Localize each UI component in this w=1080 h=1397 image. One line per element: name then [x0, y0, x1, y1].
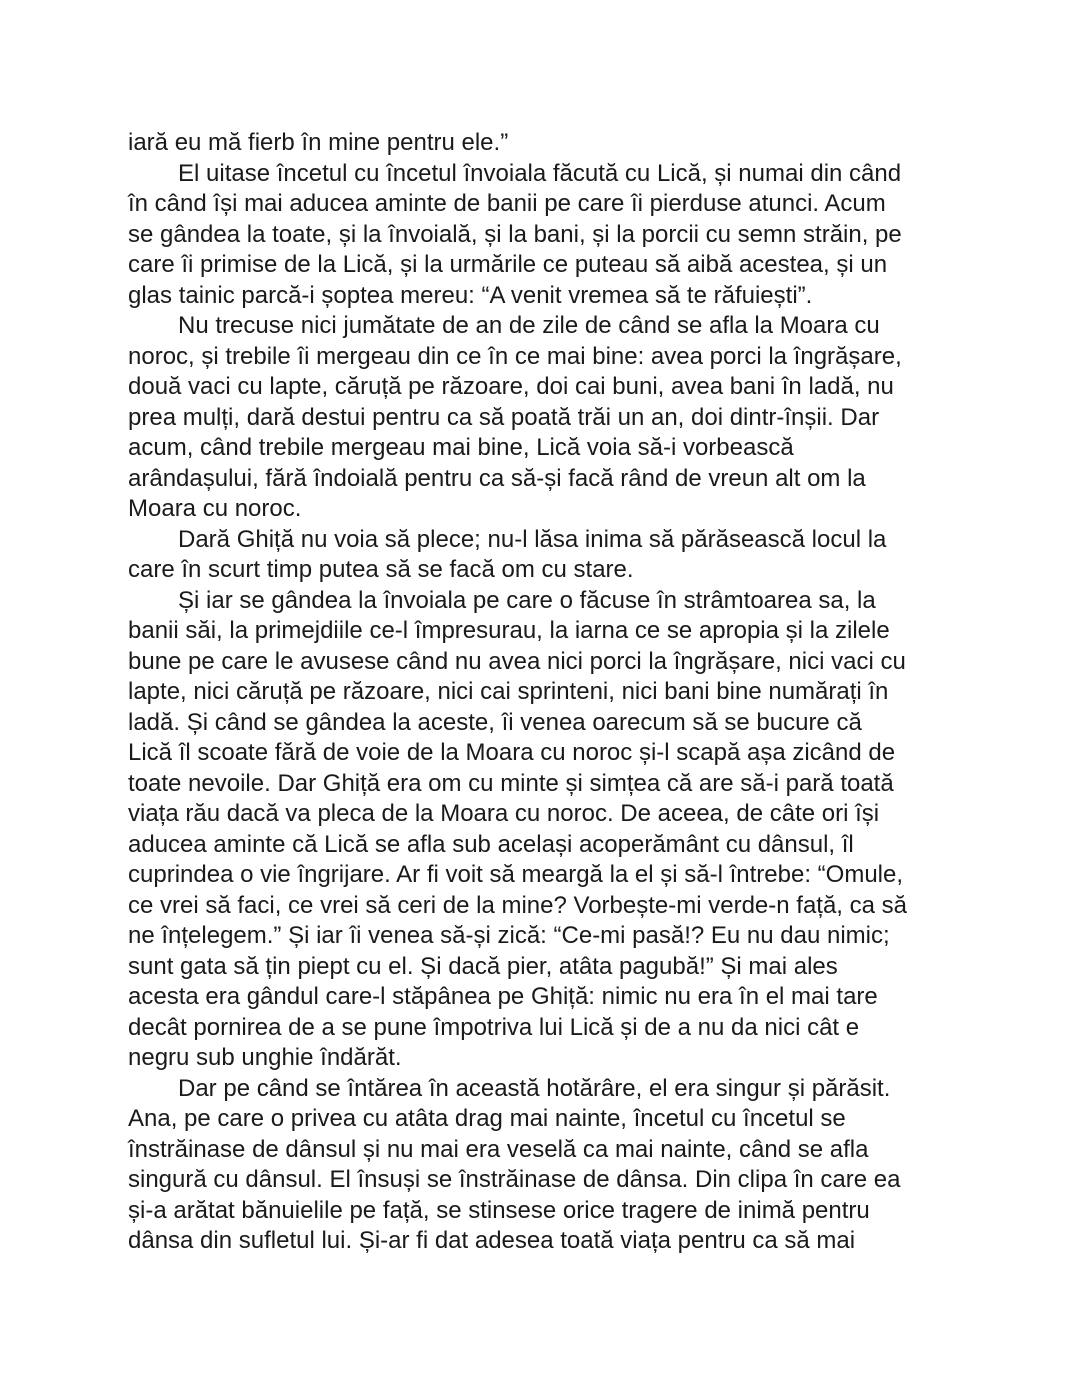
text-line: Ana, pe care o privea cu atâta drag mai nainte, încetul cu încetul se: [128, 1105, 846, 1132]
text-line: și-a arătat bănuielile pe față, se stinsese orice tragere de inimă pentru: [128, 1196, 870, 1224]
text-line: iară eu mă fierb în mine pentru ele.”: [128, 129, 509, 156]
paragraph-first-line: El uitase încetul cu încetul învoiala făcută cu Lică, și numai din când: [178, 159, 902, 187]
text-line: lapte, nici căruță pe răzoare, nici cai sprinteni, nici bani bine numărați în: [128, 678, 889, 705]
text-line: toate nevoile. Dar Ghiță era om cu minte și simțea că are să-i pară toată: [128, 769, 894, 797]
text-line: noroc, și trebile îi mergeau din ce în ce mai bine: avea porci la îngrășare,: [128, 342, 902, 370]
text-line: prea mulți, dară destui pentru ca să poată trăi un an, doi dintr-înșii. Dar: [128, 403, 880, 431]
text-line: singură cu dânsul. El însuși se înstrăinase de dânsa. Din clipa în care ea: [128, 1166, 901, 1193]
text-line: ce vrei să faci, ce vrei să ceri de la mine? Vorbește-mi verde-n față, ca să: [128, 891, 908, 919]
text-line: banii săi, la primejdiile ce-l împresurau, la iarna ce se apropia și la zilele: [128, 617, 890, 644]
text-line: dânsa din sufletul lui. Și-ar fi dat adesea toată viața pentru ca să mai: [128, 1227, 856, 1254]
text-line: viața rău dacă va pleca de la Moara cu noroc. De aceea, de câte ori își: [128, 800, 880, 827]
paragraph-first-line: Dară Ghiță nu voia să plece; nu-l lăsa inima să părăsească locul la: [178, 525, 887, 553]
text-line: ne înțelegem.” Și iar îi venea să-și zică: “Ce-mi pasă!? Eu nu dau nimic;: [128, 922, 890, 949]
paragraph-first-line: Dar pe când se întărea în această hotărâre, el era singur și părăsit.: [178, 1074, 891, 1102]
text-line: bune pe care le avusese când nu avea nici porci la îngrășare, nici vaci cu: [128, 647, 906, 675]
document-body-text: [128, 128, 958, 1257]
text-line: cuprindea o vie îngrijare. Ar fi voit să meargă la el și să-l întrebe: “Omule,: [128, 861, 904, 888]
text-line: arândașului, fără îndoială pentru ca să-și facă rând de vreun alt om la: [128, 464, 866, 492]
text-line: sunt gata să țin piept cu el. Și dacă pier, atâta pagubă!” Și mai ales: [128, 952, 838, 980]
text-line: Moara cu noroc.: [128, 495, 302, 522]
text-line: ladă. Și când se gândea la aceste, îi venea oarecum să se bucure că: [128, 708, 862, 736]
text-line: înstrăinase de dânsul și nu mai era veselă ca mai nainte, când se afla: [128, 1135, 869, 1163]
paragraph-first-line: Nu trecuse nici jumătate de an de zile de când se afla la Moara cu: [178, 312, 880, 339]
text-line: decât pornirea de a se pune împotriva lui Lică și de a nu da nici cât e: [128, 1013, 860, 1041]
text-line: care în scurt timp putea să se facă om cu stare.: [128, 556, 634, 583]
paragraph-first-line: Și iar se gândea la învoiala pe care o făcuse în strâmtoarea sa, la: [178, 586, 876, 614]
text-line: acesta era gândul care-l stăpânea pe Ghiță: nimic nu era în el mai tare: [128, 983, 878, 1010]
text-line: acum, când trebile mergeau mai bine, Lică voia să-i vorbească: [128, 434, 794, 461]
text-line: două vaci cu lapte, căruță pe răzoare, doi cai buni, avea bani în ladă, nu: [128, 373, 894, 400]
text-line: aducea aminte că Lică se afla sub același acoperământ cu dânsul, îl: [128, 830, 854, 858]
text-line: care îi primise de la Lică, și la urmările ce puteau să aibă acestea, și un: [128, 251, 888, 278]
text-line: Lică îl scoate fără de voie de la Moara cu noroc și-l scapă așa zicând de: [128, 739, 896, 766]
text-line: glas tainic parcă-i șoptea mereu: “A venit vremea să te răfuiești”.: [128, 281, 813, 309]
text-line: în când își mai aducea aminte de banii pe care îi pierduse atunci. Acum: [128, 190, 886, 217]
text-line: negru sub unghie îndărăt.: [128, 1044, 402, 1071]
text-line: se gândea la toate, și la învoială, și la bani, și la porcii cu semn străin, pe: [128, 220, 902, 248]
